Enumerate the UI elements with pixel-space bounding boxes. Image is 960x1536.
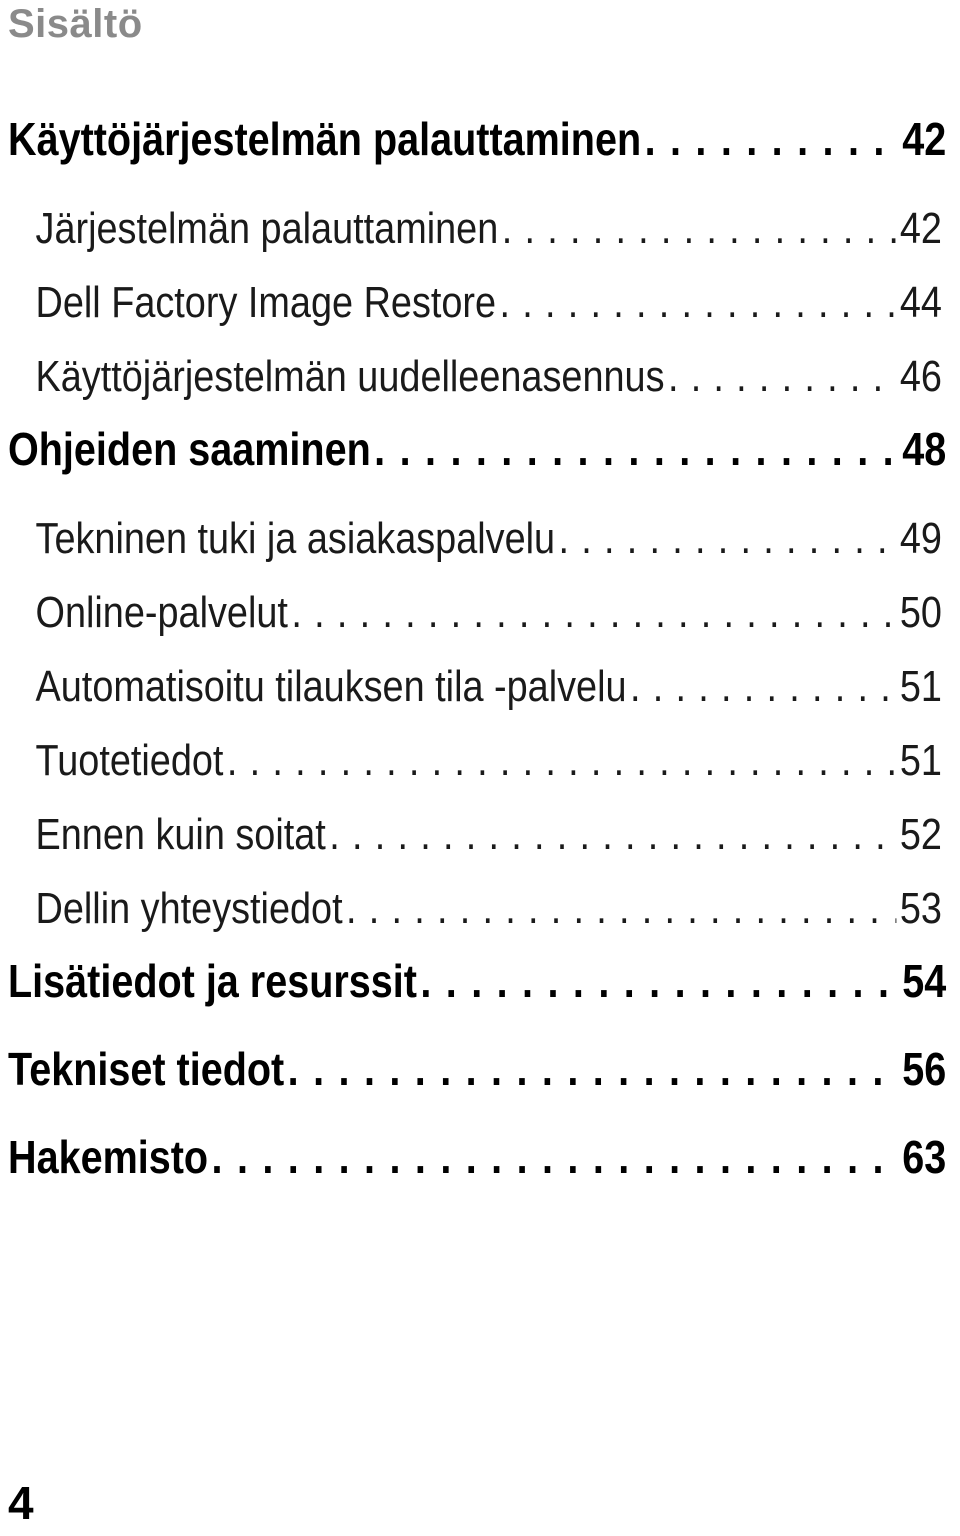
toc-entry[interactable] bbox=[8, 106, 946, 194]
toc-entry[interactable] bbox=[8, 578, 942, 652]
toc-entry-page: 51 bbox=[899, 662, 942, 711]
toc-entry-title: Käyttöjärjestelmän palauttaminen bbox=[8, 113, 642, 165]
toc-entry[interactable] bbox=[8, 268, 942, 342]
toc-entry[interactable] bbox=[8, 416, 946, 504]
dot-leader bbox=[212, 1124, 899, 1190]
toc-entry[interactable] bbox=[8, 948, 946, 1036]
table-of-contents bbox=[8, 106, 946, 1212]
toc-entry[interactable] bbox=[8, 1036, 946, 1124]
toc-entry[interactable] bbox=[8, 1124, 946, 1212]
page-number: 4 bbox=[8, 1477, 34, 1529]
toc-entry-page: 44 bbox=[899, 278, 942, 327]
toc-entry-page: 42 bbox=[899, 204, 942, 253]
toc-entry-title: Tekniset tiedot bbox=[8, 1043, 285, 1095]
dot-leader bbox=[329, 800, 896, 870]
dot-leader bbox=[227, 726, 897, 796]
dot-leader bbox=[645, 106, 899, 172]
toc-entry-title: Käyttöjärjestelmän uudelleenasennus bbox=[35, 352, 665, 401]
dot-leader bbox=[374, 416, 899, 482]
toc-entry-title: Tuotetiedot bbox=[35, 736, 224, 785]
toc-entry-page: 51 bbox=[899, 736, 942, 785]
toc-entry[interactable] bbox=[8, 874, 942, 948]
dot-leader bbox=[668, 342, 896, 412]
toc-entry-page: 42 bbox=[902, 113, 947, 165]
toc-entry-page: 48 bbox=[902, 423, 947, 475]
toc-entry-title: Järjestelmän palauttaminen bbox=[35, 204, 499, 253]
toc-entry-title: Hakemisto bbox=[8, 1131, 209, 1183]
dot-leader bbox=[346, 874, 896, 944]
toc-entry-page: 56 bbox=[902, 1043, 947, 1095]
toc-entry[interactable] bbox=[8, 194, 942, 268]
toc-entry-page: 50 bbox=[899, 588, 942, 637]
toc-entry-page: 63 bbox=[902, 1131, 947, 1183]
toc-entry-title: Tekninen tuki ja asiakaspalvelu bbox=[35, 514, 556, 563]
toc-entry-page: 46 bbox=[899, 352, 942, 401]
dot-leader bbox=[630, 652, 896, 722]
dot-leader bbox=[559, 504, 897, 574]
toc-entry-title: Automatisoitu tilauksen tila -palvelu bbox=[35, 662, 627, 711]
toc-entry-title: Ennen kuin soitat bbox=[35, 810, 326, 859]
toc-entry-page: 54 bbox=[902, 955, 947, 1007]
toc-entry[interactable] bbox=[8, 726, 942, 800]
toc-entry-title: Lisätiedot ja resurssit bbox=[8, 955, 417, 1007]
toc-entry[interactable] bbox=[8, 342, 942, 416]
dot-leader bbox=[288, 1036, 899, 1102]
toc-entry-title: Ohjeiden saaminen bbox=[8, 423, 371, 475]
dot-leader bbox=[500, 268, 897, 338]
dot-leader bbox=[291, 578, 896, 648]
toc-entry-title: Dell Factory Image Restore bbox=[35, 278, 497, 327]
toc-entry-title: Online-palvelut bbox=[35, 588, 288, 637]
toc-entry-title: Dellin yhteystiedot bbox=[35, 884, 343, 933]
dot-leader bbox=[502, 194, 897, 264]
toc-entry[interactable] bbox=[8, 504, 942, 578]
toc-entry-page: 52 bbox=[899, 810, 942, 859]
toc-entry[interactable] bbox=[8, 800, 942, 874]
toc-entry-page: 53 bbox=[899, 884, 942, 933]
toc-entry-page: 49 bbox=[899, 514, 942, 563]
toc-entry[interactable] bbox=[8, 652, 942, 726]
page-header-title: Sisältö bbox=[8, 2, 143, 46]
dot-leader bbox=[420, 948, 898, 1014]
